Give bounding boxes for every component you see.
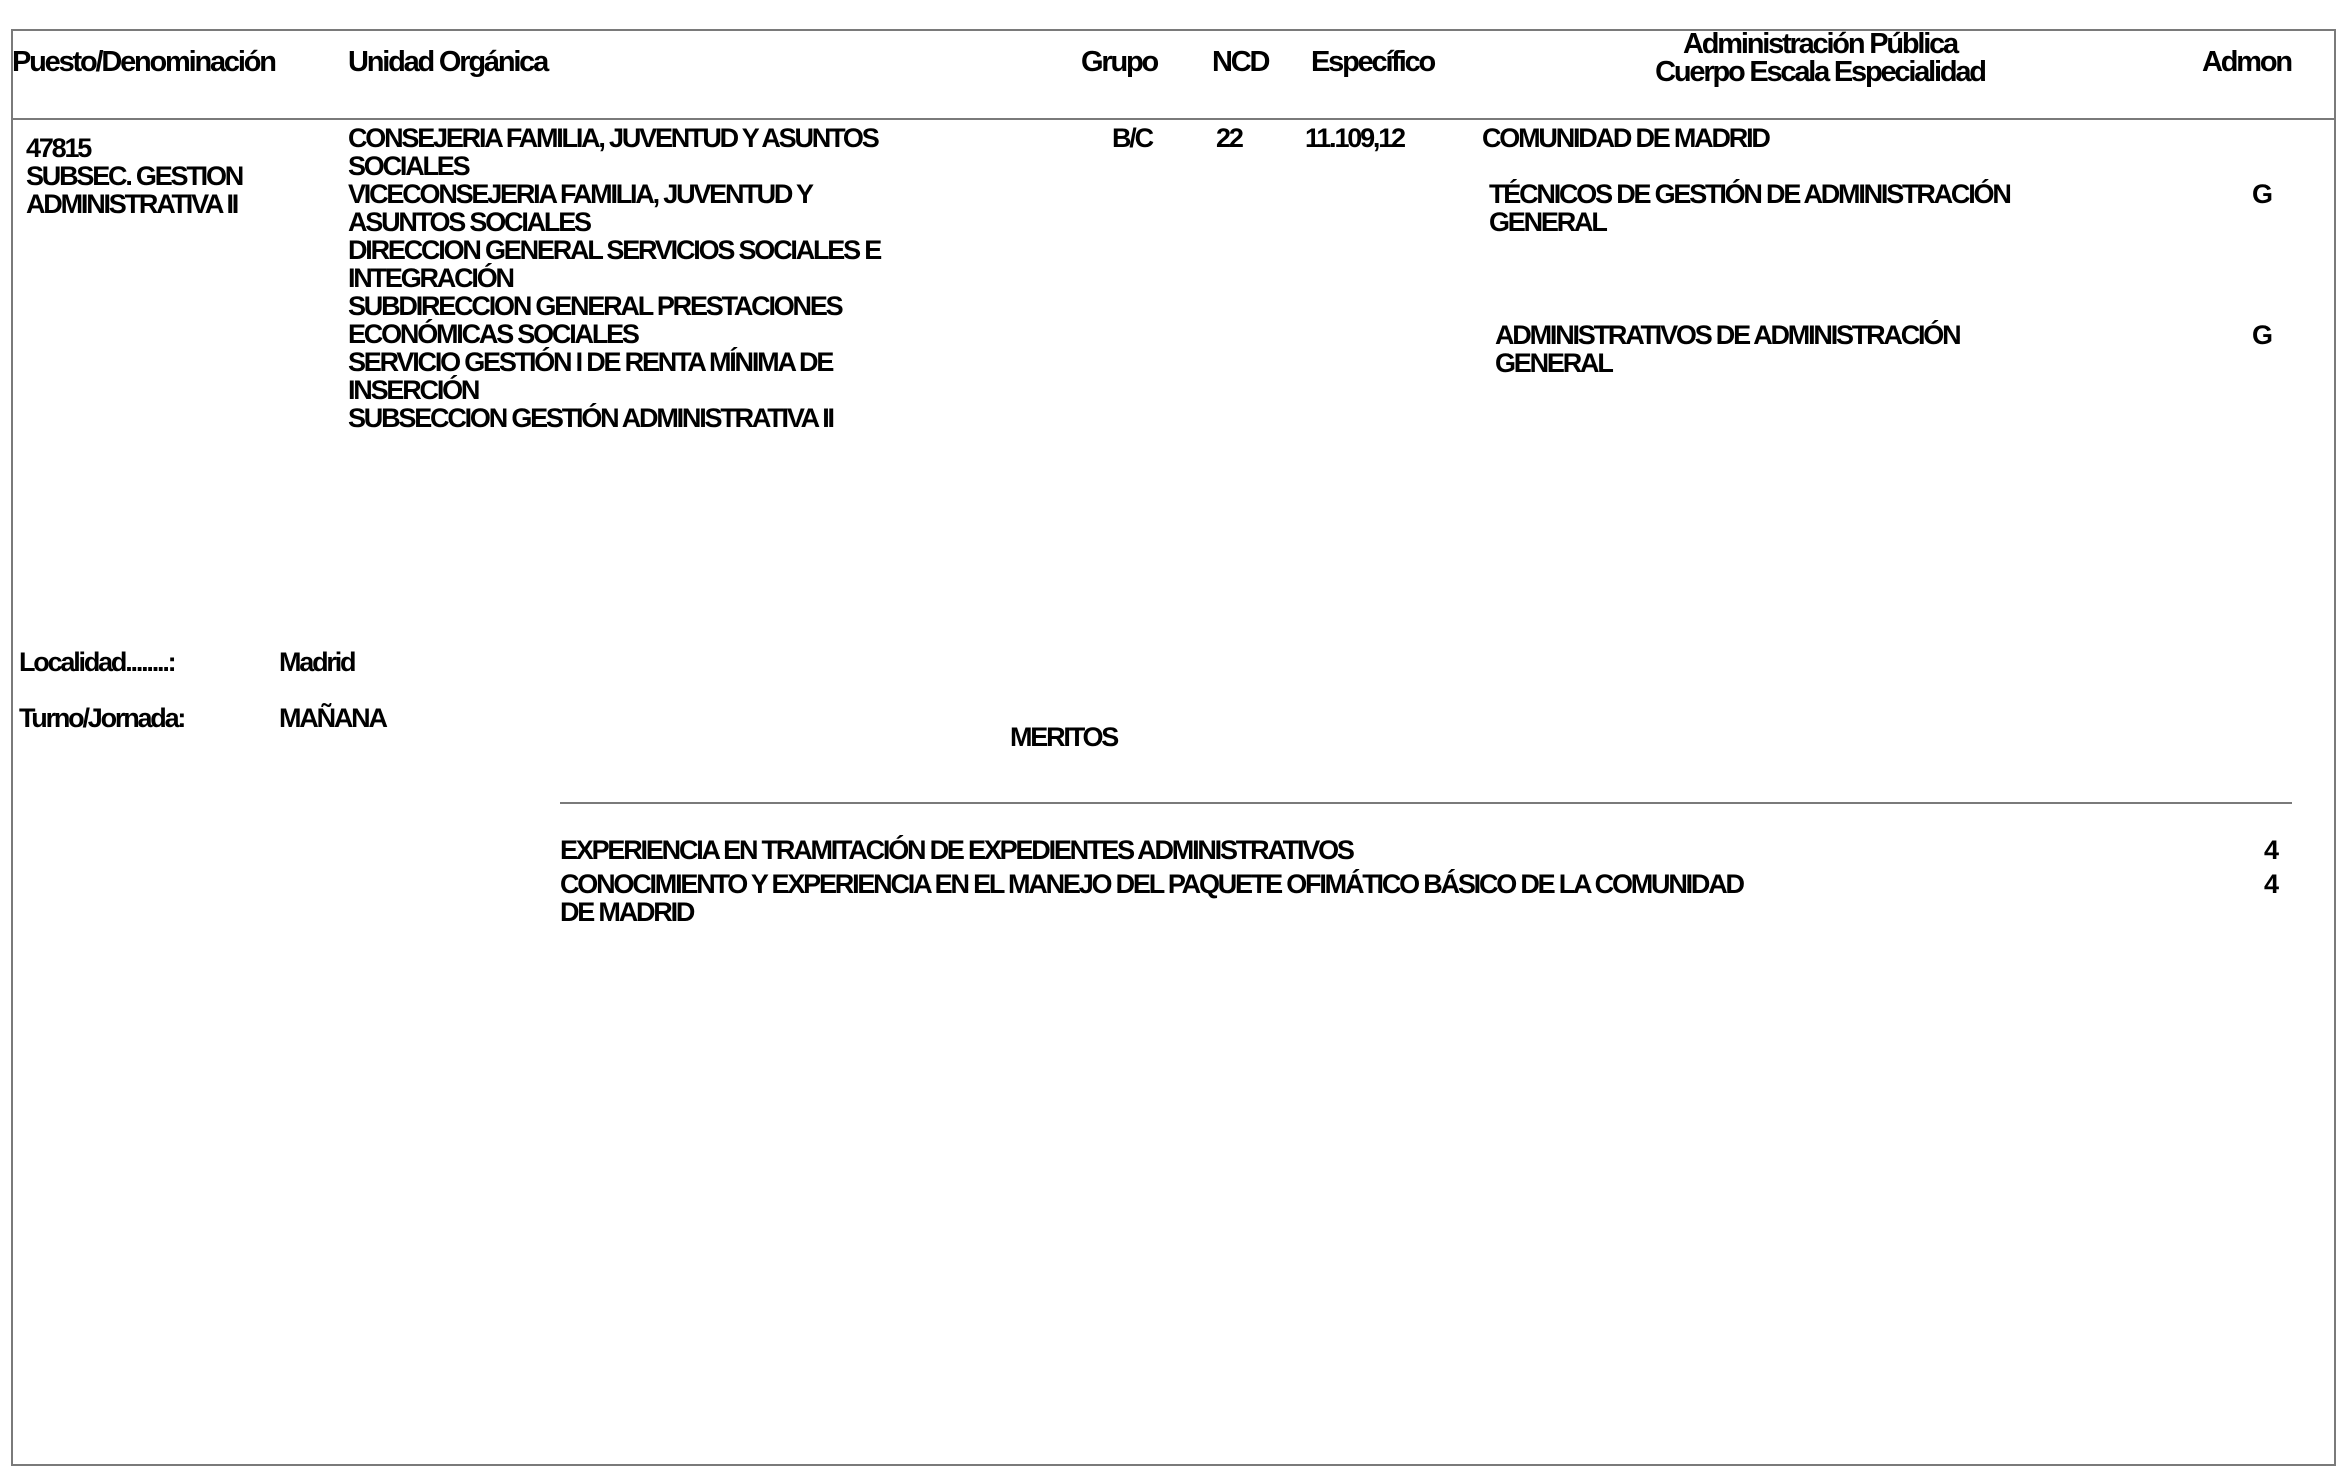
merito-line: CONOCIMIENTO Y EXPERIENCIA EN EL MANEJO DEL PAQUETE OFIMÁTICO BÁSICO DE LA COMUNIDAD	[560, 869, 1743, 899]
localidad-label: Localidad........:	[19, 647, 175, 677]
cuerpo-line: ADMINISTRATIVOS DE ADMINISTRACIÓN	[1495, 320, 1960, 350]
turno-value: MAÑANA	[279, 703, 386, 733]
cuerpo-line: GENERAL	[1489, 207, 1606, 237]
header-admon: Admon	[2202, 46, 2291, 78]
unidad-line: VICECONSEJERIA FAMILIA, JUVENTUD Y	[348, 179, 812, 209]
cuerpo-line: TÉCNICOS DE GESTIÓN DE ADMINISTRACIÓN	[1489, 179, 2010, 209]
puesto-name-line: ADMINISTRATIVA II	[26, 189, 238, 219]
header-unidad: Unidad Orgánica	[348, 46, 548, 78]
unidad-line: ECONÓMICAS SOCIALES	[348, 319, 638, 349]
unidad-line: INSERCIÓN	[348, 375, 479, 405]
grupo-value: B/C	[1112, 123, 1152, 153]
merito-line: DE MADRID	[560, 897, 694, 927]
puesto-cell	[26, 134, 242, 218]
puesto-name-line: SUBSEC. GESTION	[26, 161, 243, 191]
unidad-organica-cell	[348, 124, 880, 432]
unidad-line: INTEGRACIÓN	[348, 263, 513, 293]
admon-value: G	[2252, 179, 2271, 209]
header-grupo: Grupo	[1081, 46, 1157, 78]
administracion-value: COMUNIDAD DE MADRID	[1482, 123, 1769, 153]
header-ncd: NCD	[1212, 46, 1269, 78]
header-cuerpo-escala: Cuerpo Escala Especialidad	[1655, 56, 1985, 88]
header-divider	[11, 118, 2336, 120]
merito-line: EXPERIENCIA EN TRAMITACIÓN DE EXPEDIENTES ADMINISTRATIVOS	[560, 835, 1353, 865]
cuerpo-line: GENERAL	[1495, 348, 1612, 378]
turno-label: Turno/Jornada:	[19, 703, 185, 733]
header-administracion: Administración Pública	[1683, 28, 1957, 60]
especifico-value: 11.109,12	[1305, 123, 1404, 153]
cuerpo-entry	[1489, 180, 2010, 236]
unidad-line: SUBSECCION GESTIÓN ADMINISTRATIVA II	[348, 403, 833, 433]
unidad-line: ASUNTOS SOCIALES	[348, 207, 590, 237]
unidad-line: DIRECCION GENERAL SERVICIOS SOCIALES E	[348, 235, 881, 265]
meritos-title: MERITOS	[1010, 722, 1118, 752]
cuerpo-entry	[1495, 321, 1959, 377]
merito-points: 4	[2264, 869, 2277, 899]
unidad-line: SUBDIRECCION GENERAL PRESTACIONES	[348, 291, 842, 321]
header-puesto: Puesto/Denominación	[12, 46, 275, 78]
unidad-line: SERVICIO GESTIÓN I DE RENTA MÍNIMA DE	[348, 347, 833, 377]
merito-item	[560, 870, 1743, 926]
puesto-code: 47815	[26, 133, 91, 163]
merito-points: 4	[2264, 835, 2277, 865]
meritos-divider	[560, 802, 2292, 804]
merito-item	[560, 836, 1353, 864]
localidad-value: Madrid	[279, 647, 355, 677]
unidad-line: CONSEJERIA FAMILIA, JUVENTUD Y ASUNTOS	[348, 123, 878, 153]
unidad-line: SOCIALES	[348, 151, 469, 181]
ncd-value: 22	[1216, 123, 1242, 153]
header-especifico: Específico	[1311, 46, 1435, 78]
admon-value: G	[2252, 320, 2271, 350]
